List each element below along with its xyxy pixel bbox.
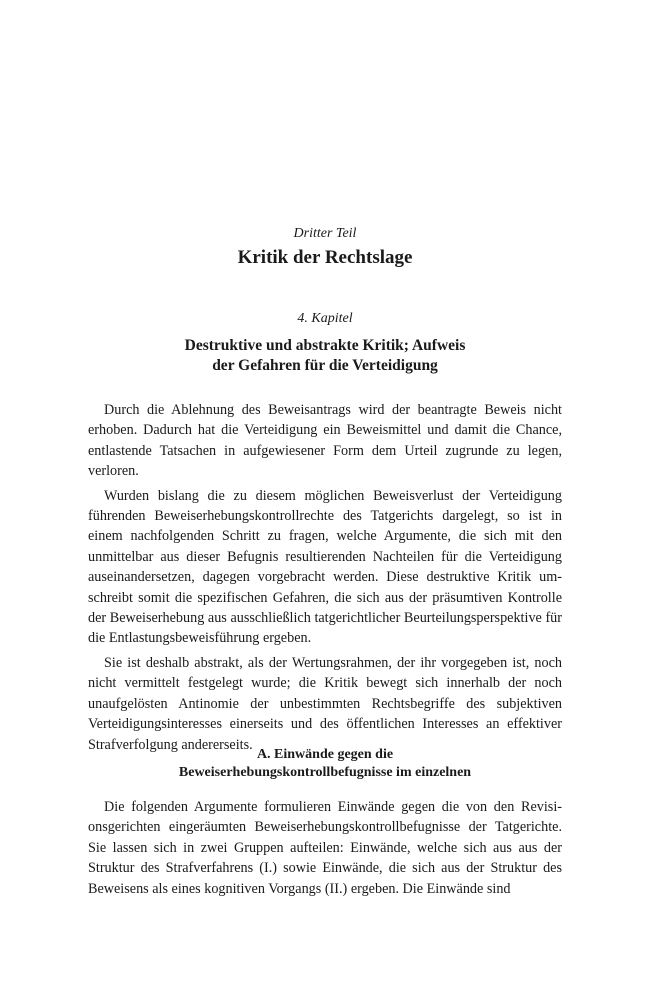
paragraph: Sie ist deshalb abstrakt, als der Wertungsrahmen, der ihr vorgegeben ist, noch nicht vermittelt festgelegt wurde; die Kritik bewegt sich innerhalb der noch unaufgelösten Antinomie der unbestimmten Rechtsbegriffe des subjektiven Verteidigungsinteresses einerseits und des öffentlichen Interesses an effektiver Strafverfolgung andererseits. [88,654,562,753]
section-title [88,746,562,782]
part-title: Kritik der Rechtslage [237,247,413,268]
section-title-line-1: A. Einwände gegen die [256,747,394,762]
paragraph: Die folgenden Argumente formulieren Einwände gegen die von den Revisionsgerichten eingeräumten Beweiserhebungskontrollbefugnisse der Tatgerichte. Sie lassen sich in zwei Gruppen aufteilen: Einwände, welche sich aus aus der Struktur des Strafverfahrens (I.) sowie Einwände, die sich aus der Struktur des Beweisens als eines kognitiven Vorgangs (II.) ergeben. Die Einwände sind [88,799,562,897]
section-body [88,797,562,903]
chapter-label: 4. Kapitel [297,311,353,326]
paragraph: Durch die Ablehnung des Beweisantrags wird der beantragte Beweis nicht erhoben. Dadurch hat die Verteidigung ein Beweismittel und damit die Chance, entlastende Tatsachen in aufgewiesener Form dem Urteil zugrunde zu legen, verloren. [88,402,562,480]
chapter-title-line-1: Destruktive und abstrakte Kritik; Aufweis [184,337,466,354]
part-label: Dritter Teil [293,226,357,241]
section-title-line-2: Beweiserhebungskontrollbefugnisse im einzelnen [178,765,472,780]
chapter-title [88,336,562,376]
chapter-body [88,400,562,759]
paragraph: Wurden bislang die zu diesem möglichen Beweisverlust der Verteidigung führenden Beweiserhebungskontrollrechte des Tatgerichts dargelegt, so ist in einem nachfolgenden Schritt zu fragen, welche Argumente, die sich mit den unmittelbar aus dieser Befugnis resultierenden Nachteilen für die Verteidigung auseinandersetzen, dagegen vorgebracht werden. Diese destruktive Kritik umschreibt somit die spezifischen Gefahren, die sich aus der präsumtiven Kontrolle der Beweiserhebung aus ausschließlich tatgerichtlicher Beurteilungsperspektive für die Entlastungsbeweisführung ergeben. [88,487,562,647]
chapter-title-line-2: der Gefahren für die Verteidigung [212,357,438,374]
